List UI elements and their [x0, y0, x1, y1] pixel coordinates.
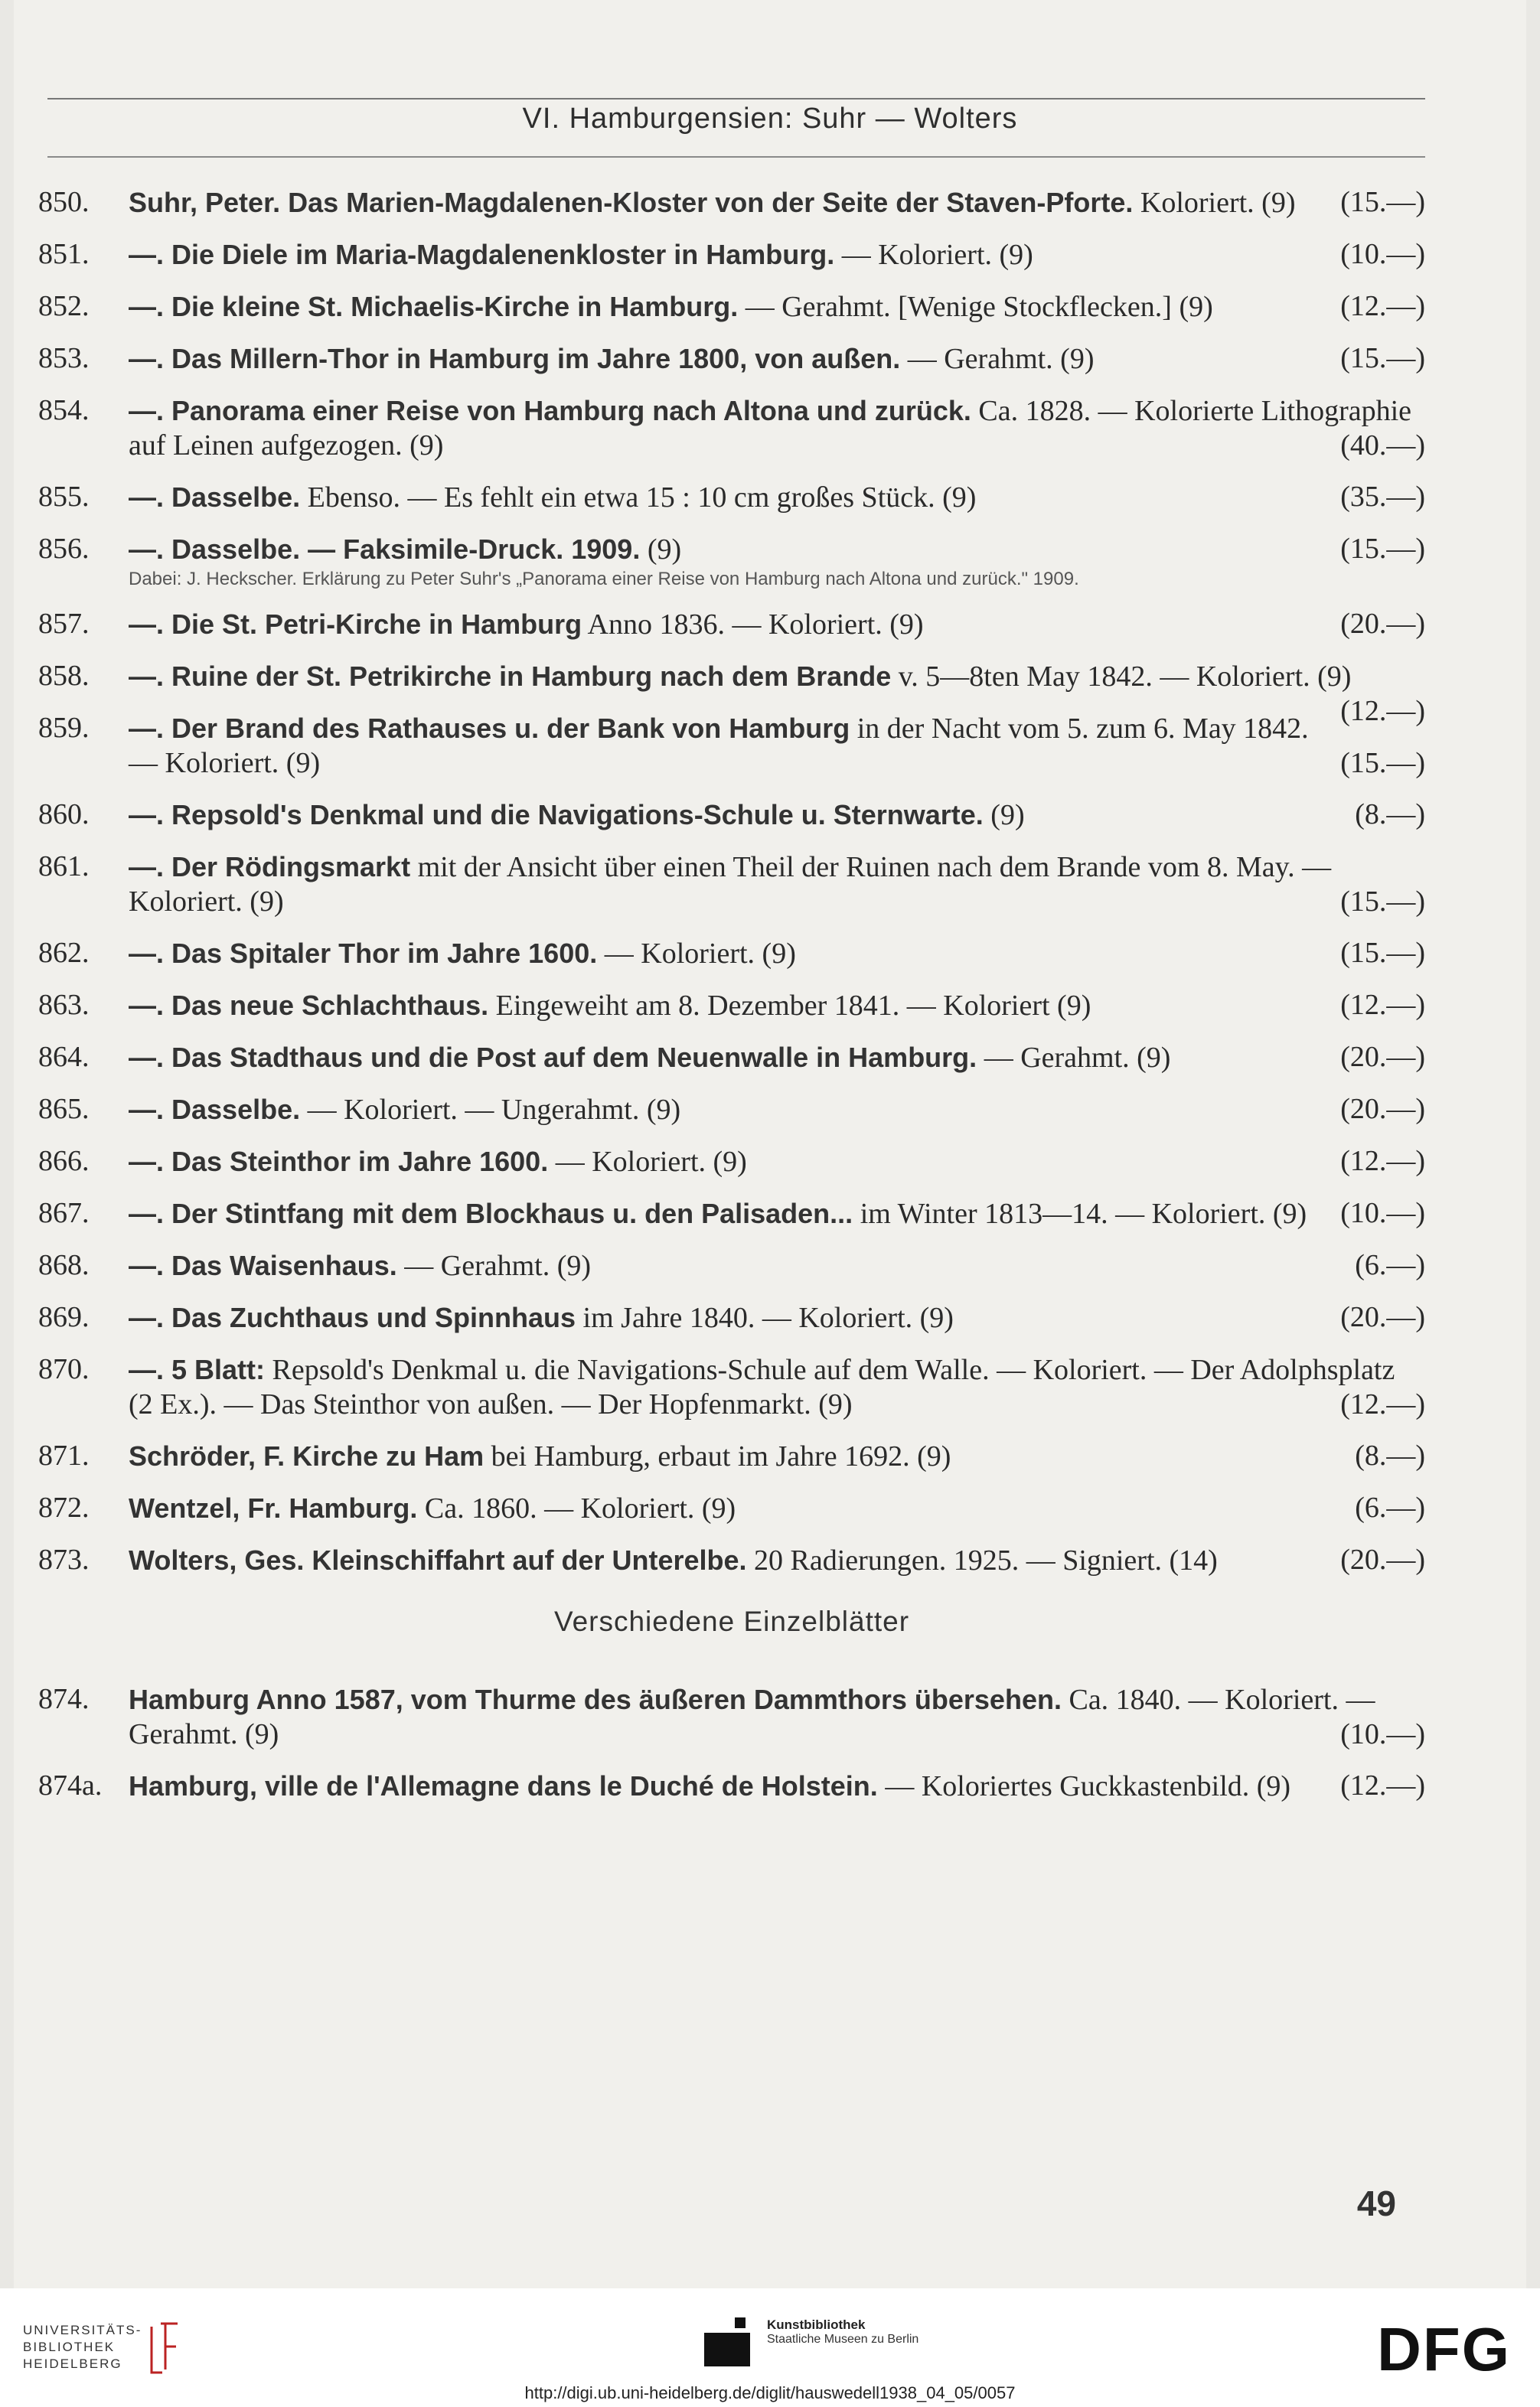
catalog-entry	[38, 1491, 1425, 1526]
entry-title: —. Dasselbe. — Faksimile-Druck. 1909.	[129, 533, 641, 565]
entry-description: Ca. 1828. — Kolorierte Lithographie auf Leinen aufgezogen. (9)	[129, 395, 1412, 462]
entry-title: —. Die kleine St. Michaelis-Kirche in Hamburg.	[129, 291, 739, 322]
entry-number: 860.	[38, 798, 90, 830]
entry-number: 874.	[38, 1683, 90, 1715]
entry-price: (20.—)	[1340, 1544, 1425, 1576]
entry-description: bei Hamburg, erbaut im Jahre 1692. (9)	[491, 1440, 951, 1473]
entry-description: — Koloriert. — Ungerahmt. (9)	[307, 1094, 681, 1126]
logo-line: BIBLIOTHEK	[23, 2340, 116, 2354]
running-header: VI. Hamburgensien: Suhr — Wolters	[522, 103, 1018, 135]
entry-number: 856.	[38, 533, 90, 565]
entry-price: (20.—)	[1340, 1301, 1425, 1333]
entry-number: 861.	[38, 850, 90, 882]
entry-title: Schröder, F. Kirche zu Ham	[129, 1440, 485, 1472]
entry-description: mit der Ansicht über einen Theil der Ruinen nach dem Brande vom 8. May. — Koloriert. (9)	[129, 851, 1332, 918]
entry-number: 865.	[38, 1093, 90, 1125]
entry-description: Ebenso. — Es fehlt ein etwa 15 : 10 cm großes Stück. (9)	[307, 481, 977, 514]
entry-description: im Winter 1813—14. — Koloriert. (9)	[860, 1198, 1307, 1230]
catalog-entry	[38, 1300, 1425, 1336]
entry-number: 871.	[38, 1440, 90, 1472]
entry-number: 850.	[38, 186, 90, 218]
entry-title: —. Die Diele im Maria-Magdalenenkloster in Hamburg.	[129, 239, 835, 270]
entry-price: (10.—)	[1340, 1197, 1425, 1229]
entry-title: —. Das Zuchthaus und Spinnhaus	[129, 1302, 576, 1333]
entry-description: 20 Radierungen. 1925. — Signiert. (14)	[754, 1544, 1218, 1577]
entry-description: im Jahre 1840. — Koloriert. (9)	[582, 1302, 954, 1334]
entry-price: (12.—)	[1340, 1145, 1425, 1177]
catalog-entry	[38, 711, 1425, 781]
entry-description: Repsold's Denkmal u. die Navigations-Schule auf dem Walle. — Koloriert. — Der Adolphsplatz (2 Ex.). — Das Steinthor von außen. — Der Hopfenmarkt. (9)	[129, 1354, 1395, 1420]
entry-title: Suhr, Peter. Das Marien-Magdalenen-Kloster von der Seite der Staven-Pforte.	[129, 187, 1134, 218]
entry-title: —. Dasselbe.	[129, 1094, 301, 1125]
entry-title: —. Das Spitaler Thor im Jahre 1600.	[129, 938, 598, 969]
entry-title: —. Repsold's Denkmal und die Navigations-Schule u. Sternwarte.	[129, 799, 984, 830]
entry-number: 869.	[38, 1301, 90, 1333]
catalog-entry	[38, 393, 1425, 463]
catalog-entry	[38, 480, 1425, 515]
entry-number: 867.	[38, 1197, 90, 1229]
catalog-page	[14, 0, 1526, 2288]
entry-price: (15.—)	[1340, 533, 1425, 565]
catalog-entry	[38, 988, 1425, 1023]
university-library-logo-text	[23, 2322, 142, 2373]
entry-price: (10.—)	[1340, 1718, 1425, 1750]
entry-number: 870.	[38, 1353, 90, 1385]
entry-price: (6.—)	[1355, 1249, 1425, 1281]
catalog-entry	[38, 850, 1425, 919]
entry-price: (12.—)	[1340, 1388, 1425, 1420]
logo-line: UNIVERSITÄTS-	[23, 2323, 142, 2337]
catalog-entry	[38, 1196, 1425, 1231]
catalog-entry	[38, 936, 1425, 971]
entry-list	[38, 185, 1425, 1821]
entry-number: 858.	[38, 660, 90, 692]
entry-description: — Koloriertes Guckkastenbild. (9)	[885, 1770, 1291, 1802]
kunstbibliothek-title: Kunstbibliothek	[767, 2317, 866, 2332]
catalog-entry	[38, 1144, 1425, 1179]
entry-title: —. Der Rödingsmarkt	[129, 851, 411, 882]
entry-title: —. Ruine der St. Petrikirche in Hamburg nach dem Brande	[129, 660, 892, 692]
entry-title: —. Panorama einer Reise von Hamburg nach Altona und zurück.	[129, 395, 971, 426]
entry-title: —. Das Waisenhaus.	[129, 1250, 397, 1281]
entry-number: 872.	[38, 1492, 90, 1524]
page-number: 49	[1356, 2184, 1396, 2223]
entry-price: (12.—)	[1340, 989, 1425, 1021]
catalog-entry	[38, 341, 1425, 377]
source-url[interactable]: http://digi.ub.uni-heidelberg.de/diglit/hauswedell1938_04_05/0057	[524, 2383, 1016, 2402]
entry-number: 863.	[38, 989, 90, 1021]
entry-description: (9)	[647, 533, 682, 566]
footer-bar	[0, 2288, 1540, 2407]
entry-price: (35.—)	[1340, 481, 1425, 513]
header-rule	[47, 156, 1425, 158]
catalog-entry	[38, 289, 1425, 325]
entry-title: —. Das neue Schlachthaus.	[129, 990, 489, 1021]
catalog-entry	[38, 607, 1425, 642]
entry-price: (8.—)	[1355, 798, 1425, 830]
catalog-entry	[38, 1439, 1425, 1474]
catalog-entry	[38, 1352, 1425, 1422]
entry-number: 855.	[38, 481, 90, 513]
catalog-entry	[38, 659, 1425, 727]
entry-number: 873.	[38, 1544, 90, 1576]
logo-line: HEIDELBERG	[23, 2356, 122, 2371]
museum-logo-icon	[704, 2317, 759, 2366]
entry-price: (8.—)	[1355, 1440, 1425, 1472]
entry-title: —. 5 Blatt:	[129, 1354, 266, 1385]
entry-number: 857.	[38, 608, 90, 640]
catalog-entry	[38, 237, 1425, 272]
section-heading: Verschiedene Einzelblätter	[553, 1606, 910, 1637]
entry-number: 853.	[38, 342, 90, 374]
entry-price: (20.—)	[1340, 1041, 1425, 1073]
entry-number: 852.	[38, 290, 90, 322]
entry-price: (15.—)	[1340, 186, 1425, 218]
catalog-entry	[38, 1543, 1425, 1578]
entry-description: Koloriert. (9)	[1140, 187, 1296, 219]
entry-description: — Gerahmt. (9)	[907, 343, 1095, 375]
entry-description: Anno 1836. — Koloriert. (9)	[587, 608, 924, 641]
entry-price: (12.—)	[1340, 290, 1425, 322]
kunstbibliothek-subtitle: Staatliche Museen zu Berlin	[767, 2333, 919, 2346]
catalog-entry	[38, 1248, 1425, 1283]
entry-title: —. Dasselbe.	[129, 481, 301, 513]
entry-description: in der Nacht vom 5. zum 6. May 1842. — Koloriert. (9)	[129, 713, 1309, 779]
entry-description: — Koloriert. (9)	[604, 938, 796, 970]
entry-title: —. Die St. Petri-Kirche in Hamburg	[129, 608, 582, 640]
entry-number: 868.	[38, 1249, 90, 1281]
entry-title: Hamburg Anno 1587, vom Thurme des äußeren Dammthors übersehen.	[129, 1684, 1062, 1715]
catalog-entry	[38, 532, 1425, 590]
catalog-entry	[38, 797, 1425, 833]
university-library-mark-icon	[145, 2319, 184, 2377]
entry-number: 851.	[38, 238, 90, 270]
entry-title: —. Das Millern-Thor in Hamburg im Jahre 1800, von außen.	[129, 343, 901, 374]
entry-price: (15.—)	[1340, 886, 1425, 918]
entry-price: (12.—)	[1340, 695, 1425, 727]
catalog-entry	[38, 1769, 1425, 1804]
entry-title: Wolters, Ges. Kleinschiffahrt auf der Unterelbe.	[129, 1544, 747, 1576]
dfg-logo: DFG	[1377, 2315, 1511, 2383]
entry-title: —. Der Brand des Rathauses u. der Bank von Hamburg	[129, 713, 850, 744]
entry-title: —. Das Steinthor im Jahre 1600.	[129, 1146, 549, 1177]
entry-description: — Gerahmt. (9)	[984, 1042, 1171, 1074]
entry-price: (20.—)	[1340, 608, 1425, 640]
entry-description: v. 5—8ten May 1842. — Koloriert. (9)	[898, 660, 1352, 693]
entry-price: (12.—)	[1340, 1769, 1425, 1802]
catalog-entry	[38, 1092, 1425, 1127]
entry-price: (15.—)	[1340, 937, 1425, 969]
entry-description: — Koloriert. (9)	[841, 239, 1033, 271]
entry-number: 864.	[38, 1041, 90, 1073]
entry-description: — Koloriert. (9)	[555, 1146, 747, 1178]
entry-description: Ca. 1840. — Koloriert. — Gerahmt. (9)	[129, 1684, 1375, 1750]
header-rule	[47, 98, 1425, 99]
entry-price: (6.—)	[1355, 1492, 1425, 1524]
entry-price: (40.—)	[1340, 429, 1425, 462]
entry-title: Wentzel, Fr. Hamburg.	[129, 1492, 418, 1524]
entry-note: Dabei: J. Heckscher. Erklärung zu Peter Suhr's „Panorama einer Reise von Hamburg nach Altona und zurück." 1909.	[129, 569, 1079, 589]
entry-price: (15.—)	[1340, 342, 1425, 374]
entry-price: (20.—)	[1340, 1093, 1425, 1125]
entry-price: (10.—)	[1340, 238, 1425, 270]
entry-number: 866.	[38, 1145, 90, 1177]
entry-description: (9)	[990, 799, 1025, 831]
entry-number: 859.	[38, 712, 90, 744]
entry-title: —. Das Stadthaus und die Post auf dem Neuenwalle in Hamburg.	[129, 1042, 977, 1073]
entry-description: Eingeweiht am 8. Dezember 1841. — Koloriert (9)	[495, 990, 1091, 1022]
entry-title: Hamburg, ville de l'Allemagne dans le Duché de Holstein.	[129, 1770, 878, 1802]
entry-description: — Gerahmt. [Wenige Stockflecken.] (9)	[745, 291, 1213, 323]
catalog-entry	[38, 1682, 1425, 1752]
entry-description: — Gerahmt. (9)	[404, 1250, 592, 1282]
catalog-entry	[38, 1040, 1425, 1075]
entry-title: —. Der Stintfang mit dem Blockhaus u. den Palisaden...	[129, 1198, 853, 1229]
entry-description: Ca. 1860. — Koloriert. (9)	[424, 1492, 736, 1525]
entry-price: (15.—)	[1340, 747, 1425, 779]
entry-number: 862.	[38, 937, 90, 969]
entry-number: 874a.	[38, 1769, 103, 1802]
catalog-entry	[38, 185, 1425, 220]
entry-number: 854.	[38, 394, 90, 426]
